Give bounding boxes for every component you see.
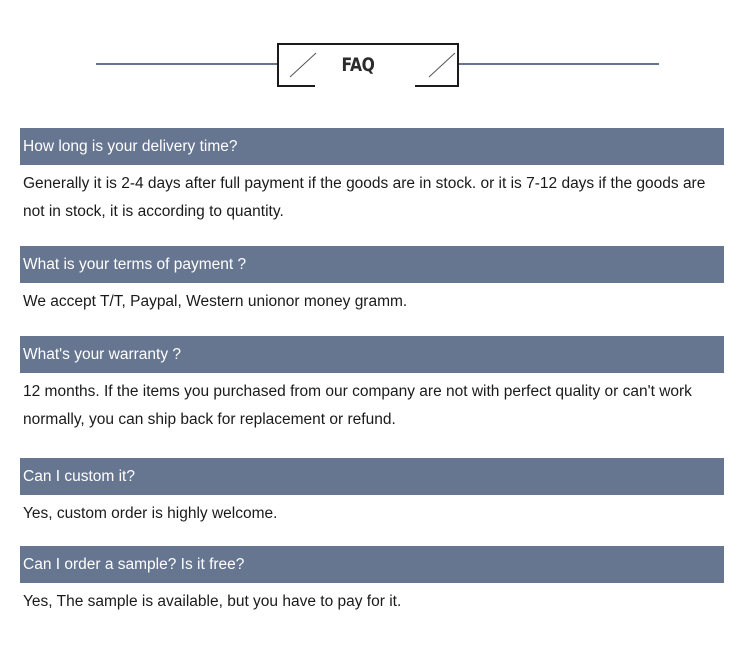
- faq-item: [20, 458, 724, 528]
- faq-question: What is your terms of payment ?: [20, 246, 724, 283]
- faq-question: How long is your delivery time?: [20, 128, 724, 165]
- faq-answer: Yes, custom order is highly welcome.: [23, 505, 278, 522]
- faq-question: What's your warranty ?: [20, 336, 724, 373]
- header-divider-left: [96, 63, 286, 65]
- header-frame-gap: [315, 81, 415, 87]
- header-divider-right: [450, 63, 659, 65]
- faq-item: [20, 128, 724, 226]
- faq-answer: 12 months. If the items you purchased from our company are not with perfect quality or can't work normally, you can ship back for replacement or refund.: [23, 383, 692, 428]
- slash-decoration-icon: [427, 51, 457, 79]
- faq-item: [20, 546, 724, 616]
- faq-question: Can I order a sample? Is it free?: [20, 546, 724, 583]
- page-title: FAQ: [341, 54, 375, 76]
- faq-question: Can I custom it?: [20, 458, 724, 495]
- faq-answer: We accept T/T, Paypal, Western unionor money gramm.: [23, 293, 408, 310]
- faq-header: [0, 0, 750, 100]
- faq-item: [20, 246, 724, 316]
- faq-item: [20, 336, 724, 434]
- faq-answer: Generally it is 2-4 days after full payment if the goods are in stock. or it is 7-12 days if the goods are not in stock, it is according to quantity.: [23, 175, 706, 220]
- faq-answer: Yes, The sample is available, but you have to pay for it.: [23, 593, 402, 610]
